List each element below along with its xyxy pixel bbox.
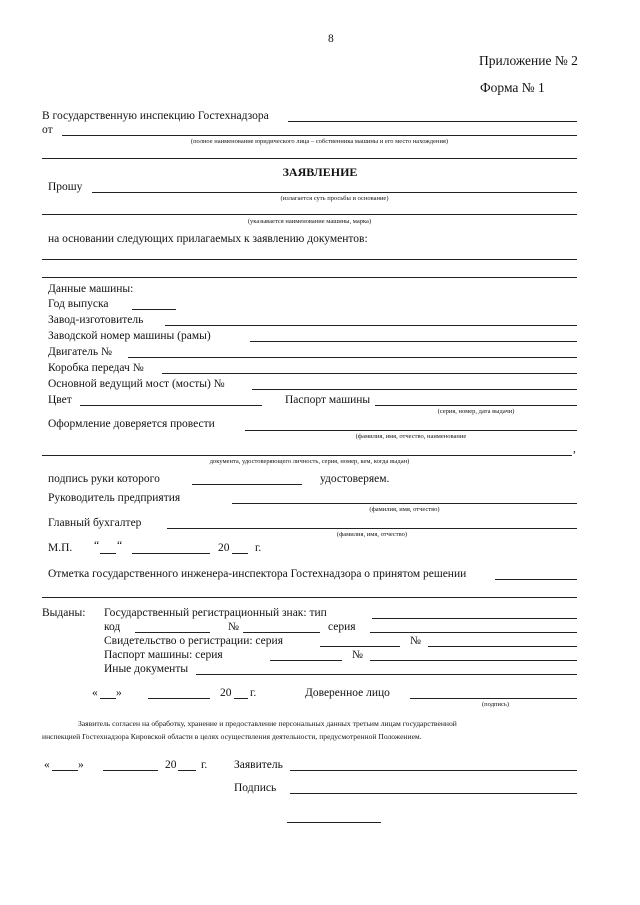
certificate-label: Свидетельство о регистрации: серия [104,635,283,647]
trusted-person-signature-field[interactable] [410,698,577,699]
issued-month-field[interactable] [148,698,210,699]
color-field[interactable] [80,405,262,406]
serial-label: Заводской номер машины (рамы) [48,330,211,342]
consent-line-1: Заявитель согласен на обработку, хранение и предоставление персональных данных третьим лицам государственной [78,719,457,728]
passport-field[interactable] [375,405,577,406]
issued-year-field[interactable] [234,698,248,699]
footer-year-field[interactable] [178,770,196,771]
appendix-label: Приложение № 2 [479,53,578,68]
reg-sign-label: Государственный регистрационный знак: тип [104,607,327,619]
reg-sign-type-field[interactable] [372,618,577,619]
code-label: код [104,621,121,633]
signature-of-label: подпись руки которого [48,473,160,485]
page-number: 8 [328,33,334,45]
certificate-number-field[interactable] [428,646,577,647]
date-year-prefix: 20 [218,542,230,554]
sample-signature-field[interactable] [192,484,302,485]
series-field[interactable] [370,632,577,633]
applicant-org-field-2[interactable] [42,158,577,159]
documents-field-1[interactable] [42,259,577,260]
inspector-note-field-2[interactable] [42,597,577,598]
engine-label: Двигатель № [48,346,112,358]
director-label: Руководитель предприятия [48,492,181,504]
date-year-suffix: г. [255,542,262,554]
issued-year-suffix: г. [250,687,257,699]
form-number: Форма № 1 [480,80,545,95]
issued-year-prefix: 20 [220,687,232,699]
issued-passport-number-label: № [352,649,363,661]
year-field[interactable] [132,309,176,310]
trust-hint-2: документа, удостоверяющего личность, серия, номер, кем, когда выдан) [209,458,410,465]
documents-label: на основании следующих прилагаемых к заявлению документов: [48,233,368,245]
director-hint: (фамилия, имя, отчество) [369,506,440,513]
to-inspection-label: В государственную инспекцию Гостехнадзора [42,110,269,122]
serial-field[interactable] [250,341,577,342]
trust-hint-1: (фамилия, имя, отчество, наименование [355,433,467,440]
manufacturer-label: Завод-изготовитель [48,314,144,326]
request-label: Прошу [48,181,83,193]
footer-month-field[interactable] [103,770,158,771]
axle-label: Основной ведущий мост (мосты) № [48,378,225,390]
footer-year-suffix: г. [201,759,208,771]
footer-quote-close: » [78,759,84,771]
manufacturer-field[interactable] [165,325,577,326]
inspection-field[interactable] [288,121,577,122]
other-docs-label: Иные документы [104,663,189,675]
certificate-number-label: № [410,635,421,647]
applicant-org-hint: (полное наименование юридического лица – собственника машины и его место нахождения) [190,138,449,145]
request-field[interactable] [92,192,577,193]
director-field[interactable] [232,503,577,504]
issued-quote-close: » [116,687,122,699]
footer-quote-open: « [44,759,50,771]
series-label: серия [328,621,356,633]
passport-label: Паспорт машины [285,394,371,406]
code-field[interactable] [135,632,210,633]
date-quote-open: “ [94,540,100,552]
footer-signature-label: Подпись [234,782,277,794]
accountant-label: Главный бухгалтер [48,517,142,529]
applicant-label: Заявитель [234,759,283,771]
request-hint: (излагается суть просьбы и основание) [280,195,389,202]
documents-field-2[interactable] [42,277,577,278]
consent-line-2: инспекцией Гостехнадзора Кировской области в целях осуществления деятельности, предусмотренной Положением. [42,732,422,741]
date-day-field[interactable] [100,553,116,554]
engine-field[interactable] [128,357,577,358]
issued-passport-label: Паспорт машины: серия [104,649,223,661]
date-quote-close: “ [117,540,123,552]
applicant-field[interactable] [290,770,577,771]
trust-label: Оформление доверяется провести [48,418,215,430]
applicant-org-field[interactable] [62,135,577,136]
issued-label: Выданы: [42,607,86,619]
color-label: Цвет [48,394,72,406]
reg-number-field[interactable] [243,632,320,633]
year-label: Год выпуска [48,298,109,310]
inspector-note-label: Отметка государственного инженера-инспектора Гостехнадзора о принятом решении [48,568,467,580]
comma: , [573,443,576,455]
date-year-field[interactable] [232,553,248,554]
footer-year-prefix: 20 [165,759,177,771]
document-title: ЗАЯВЛЕНИЕ [282,165,358,179]
from-label: от [42,124,53,136]
date-month-field[interactable] [132,553,210,554]
gearbox-label: Коробка передач № [48,362,144,374]
accountant-hint: (фамилия, имя, отчество) [336,531,408,538]
trusted-person-field[interactable] [245,430,577,431]
signature-hint: (подпись) [482,701,509,708]
trusted-person-doc-field[interactable] [42,455,572,456]
stamp-label: М.П. [48,542,73,554]
issued-quote-open: « [92,687,98,699]
issued-passport-series-field[interactable] [270,660,342,661]
machine-data-title: Данные машины: [48,283,134,295]
end-divider [287,822,381,823]
machine-name-field[interactable] [42,214,577,215]
machine-name-hint: (указывается наименование машины, марка) [247,218,372,225]
issued-passport-number-field[interactable] [370,660,577,661]
certify-label: удостоверяем. [320,473,390,485]
footer-day-field[interactable] [52,770,78,771]
gearbox-field[interactable] [162,373,577,374]
accountant-field[interactable] [167,528,577,529]
passport-hint: (серия, номер, дата выдачи) [437,408,515,415]
reg-number-label: № [228,621,239,633]
axle-field[interactable] [252,389,577,390]
certificate-series-field[interactable] [320,646,400,647]
footer-signature-field[interactable] [290,793,577,794]
trusted-person-label: Доверенное лицо [305,687,390,699]
inspector-note-field[interactable] [495,579,577,580]
other-docs-field[interactable] [196,674,577,675]
issued-day-field[interactable] [100,698,116,699]
